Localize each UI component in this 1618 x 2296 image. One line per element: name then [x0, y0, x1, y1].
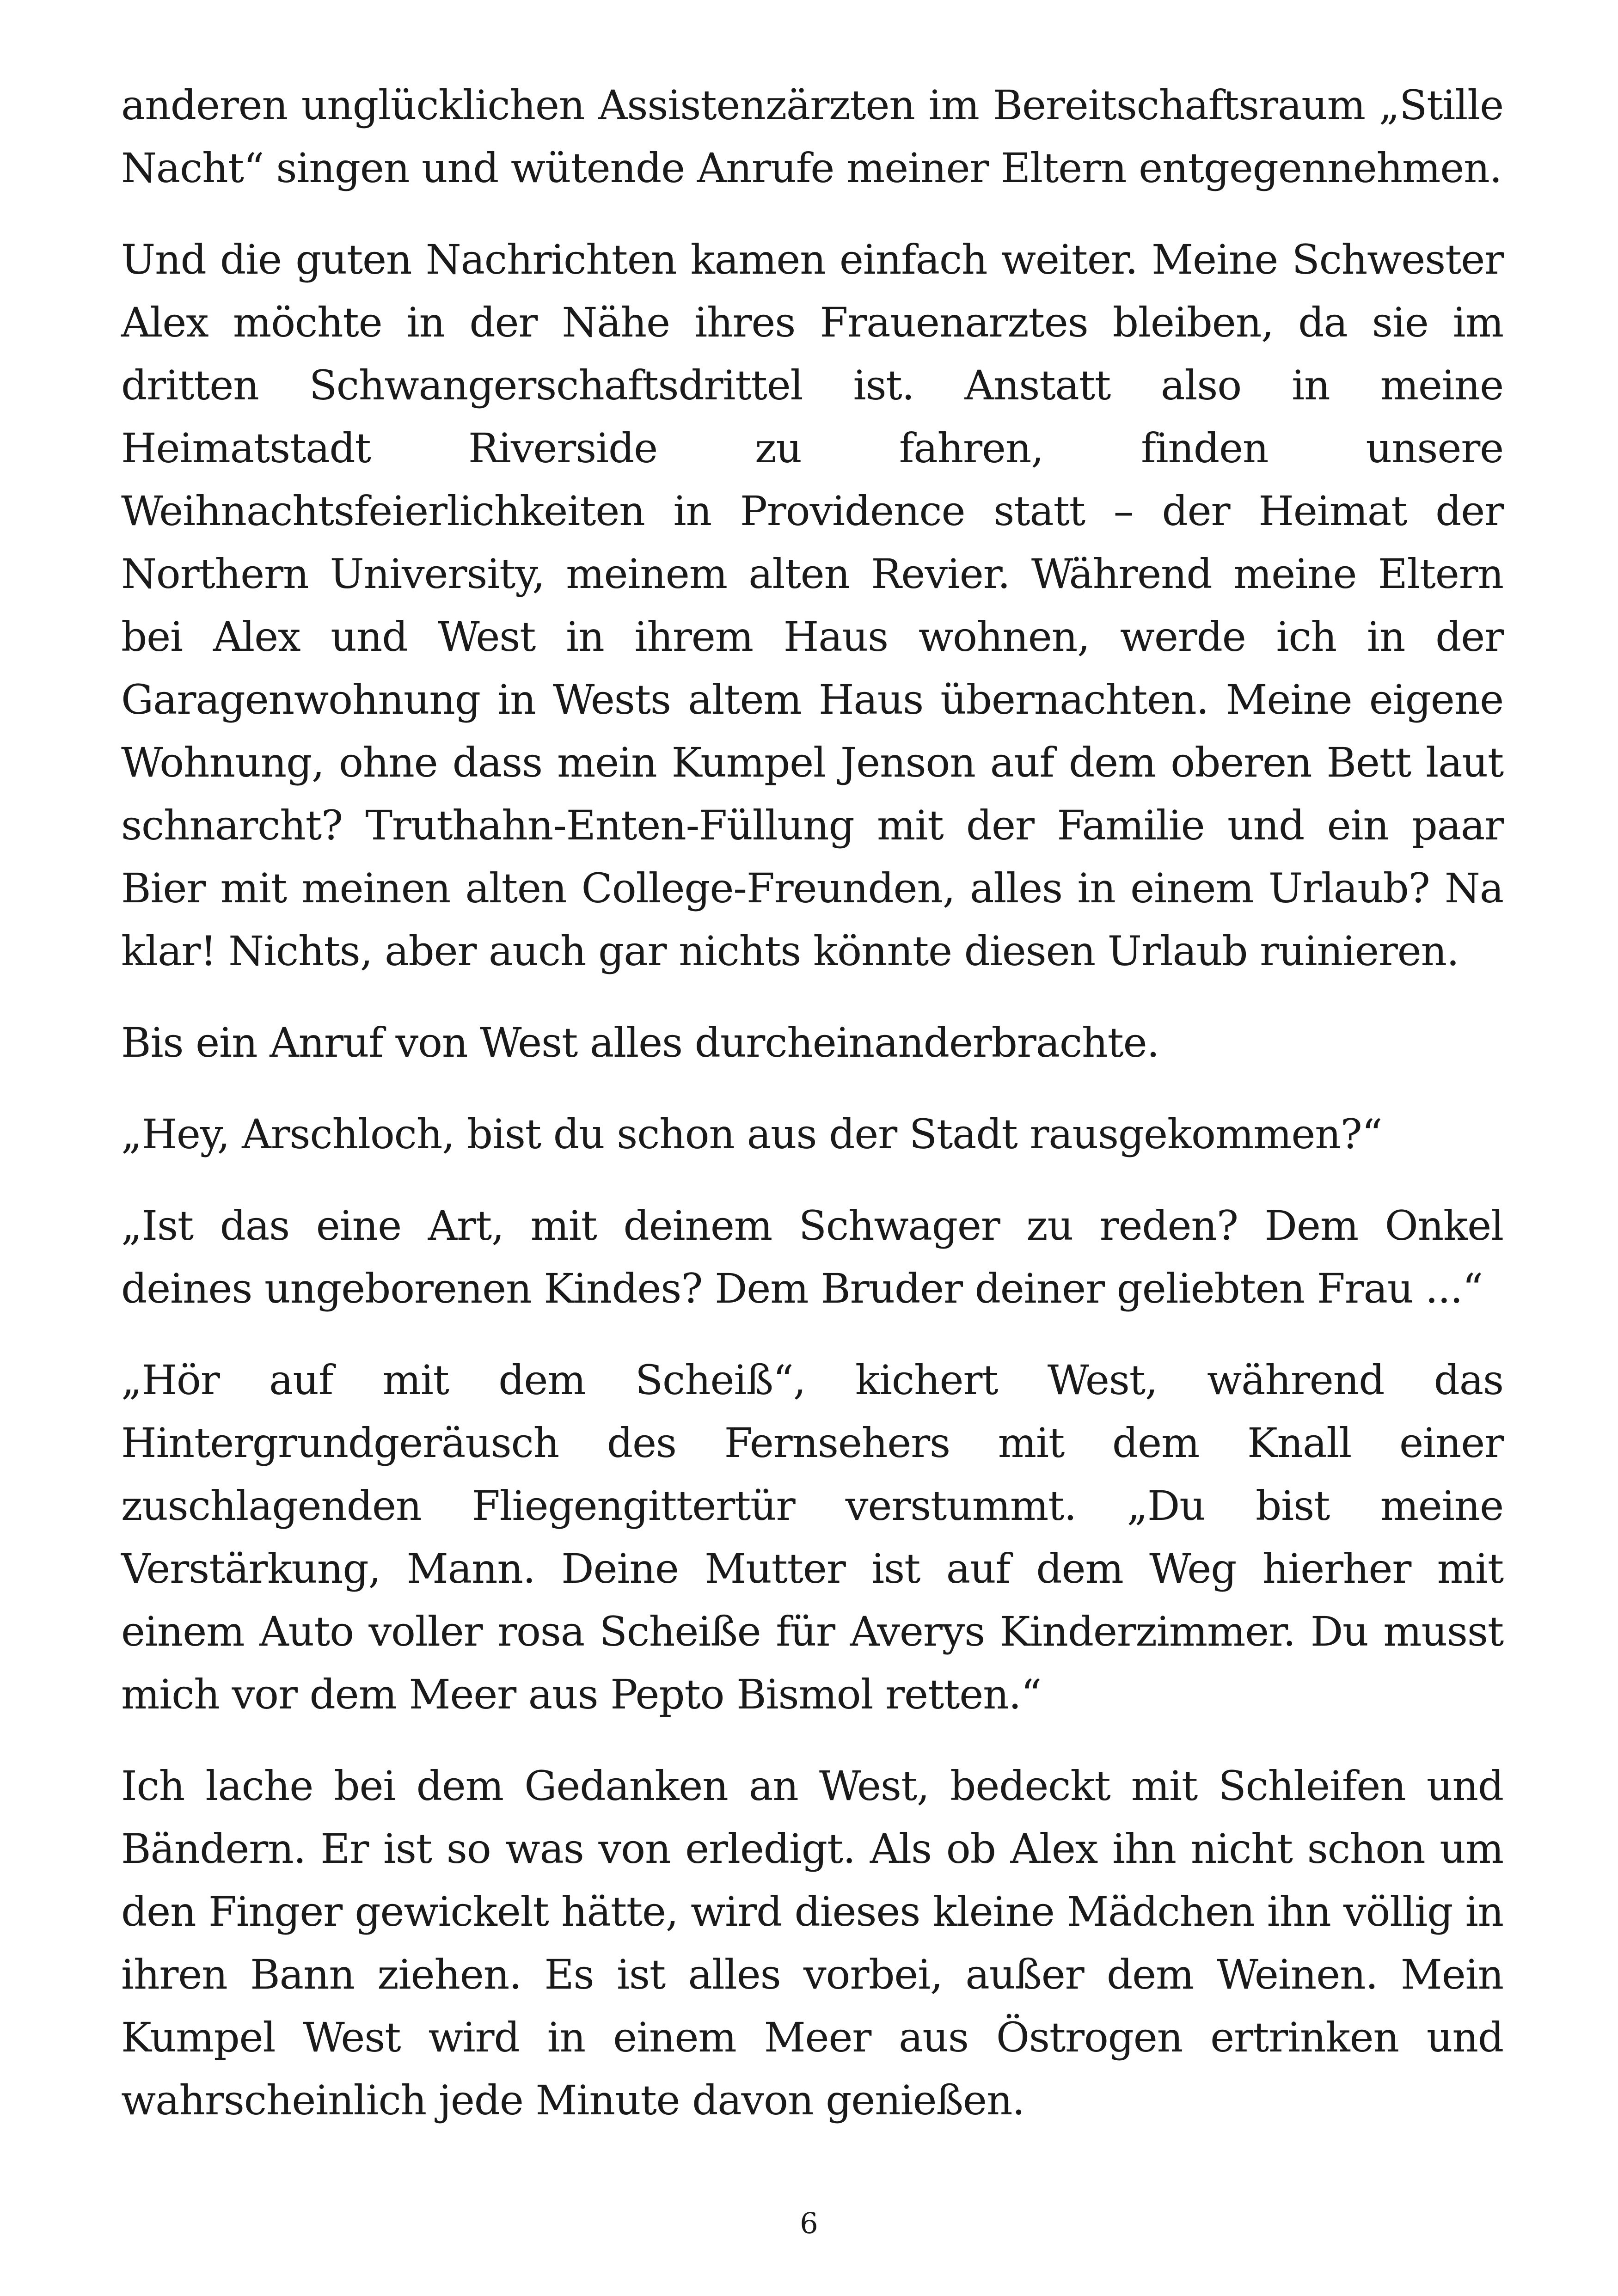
dialogue-hey: „Hey, Arschloch, bist du schon aus der Stadt rausgekommen?“	[121, 1110, 1382, 1158]
dialogue-brother-in-law: „Ist das eine Art, mit deinem Schwager zu reden? Dem Onkel deines ungeborenen Kindes? Dem Bruder deiner geliebten Frau ...“	[121, 1202, 1503, 1312]
paragraph-good-news: Und die guten Nachrichten kamen einfach weiter. Meine Schwester Alex möchte in der Nähe ihres Frauenarztes bleiben, da sie im dritten Schwangerschaftsdrittel ist. Anstatt also in meine Heimatstadt Riverside zu fahren, finden unsere Weihnachtsfeierlichkeiten in Providence statt – der Heimat der Northern University, meinem alten Revier. Während meine Eltern bei Alex und West in ihrem Haus wohnen, werde ich in der Garagenwohnung in Wests altem Haus übernachten. Meine eigene Wohnung, ohne dass mein Kumpel Jenson auf dem oberen Bett laut schnarcht? Truthahn-Enten-Füllung mit der Familie und ein paar Bier mit meinen alten College-Freunden, alles in einem Urlaub? Na klar! Nichts, aber auch gar nichts könnte diesen Urlaub ruinieren.	[121, 236, 1503, 975]
dialogue-backup: „Hör auf mit dem Scheiß“, kichert West, während das Hintergrundgeräusch des Fernsehers mit dem Knall einer zuschlagenden Fliegengittertür verstummt. „Du bist meine Verstärkung, Mann. Deine Mutter ist auf dem Weg hierher mit einem Auto voller rosa Scheiße für Averys Kinderzimmer. Du musst mich vor dem Meer aus Pepto Bismol retten.“	[121, 1356, 1503, 1718]
page-body	[121, 74, 1503, 2161]
page-number: 6	[800, 2206, 818, 2240]
paragraph-continuation: anderen unglücklichen Assistenzärzten im Bereitschaftsraum „Stille Nacht“ singen und wütende Anrufe meiner Eltern entgegennehmen.	[121, 81, 1503, 192]
paragraph-laugh: Ich lache bei dem Gedanken an West, bedeckt mit Schleifen und Bändern. Er ist so was von erledigt. Als ob Alex ihn nicht schon um den Finger gewickelt hätte, wird dieses kleine Mädchen ihn völlig in ihren Bann ziehen. Es ist alles vorbei, außer dem Weinen. Mein Kumpel West wird in einem Meer aus Östrogen ertrinken und wahrscheinlich jede Minute davon genießen.	[121, 1762, 1503, 2124]
paragraph-phone-call: Bis ein Anruf von West alles durcheinanderbrachte.	[121, 1019, 1159, 1066]
